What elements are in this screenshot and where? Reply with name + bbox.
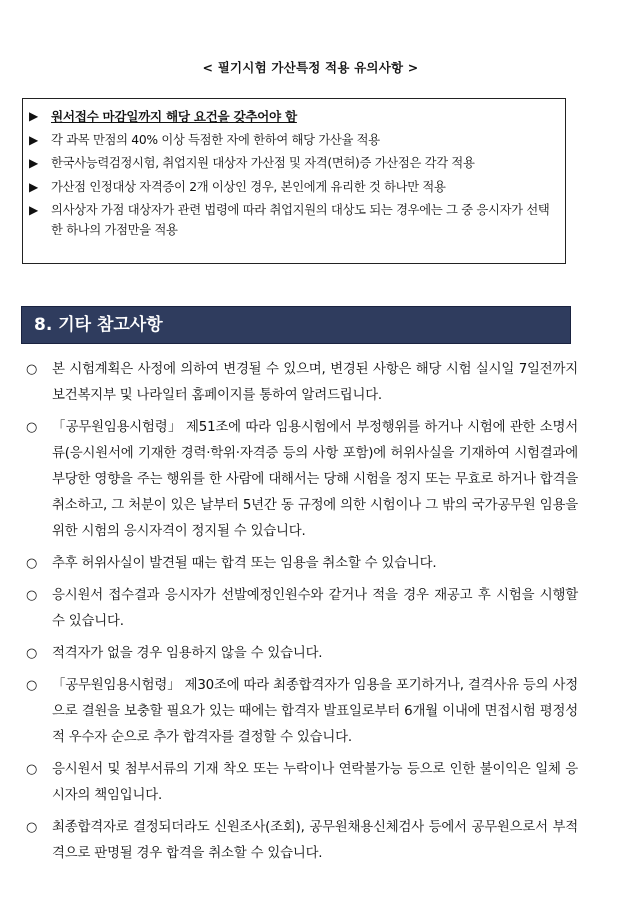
reference-item [26, 583, 578, 635]
notice-box [22, 98, 566, 264]
circle-bullet-icon: ○ [26, 820, 38, 835]
circle-bullet-icon: ○ [26, 646, 38, 661]
circle-bullet-icon: ○ [26, 762, 38, 777]
reference-item-text: 응시원서 접수결과 응시자가 선발예정인원수와 같거나 적을 경우 재공고 후 시험을 시행할 수 있습니다. [52, 588, 578, 629]
arrow-bullet-icon: ▶ [29, 132, 38, 147]
reference-item [26, 673, 578, 751]
arrow-bullet-icon: ▶ [29, 109, 38, 123]
reference-item-text: 「공무원임용시험령」 제51조에 따라 임용시험에서 부정행위를 하거나 시험에 관한 소명서류(응시원서에 기재한 경력·학위·자격증 등의 사항 포함)에 허위사실을 기재하여 시험결과에 부당한 영향을 주는 행위를 한 사람에 대해서는 당해 시험을 정지 또는 무효로 하거나 합격을 취소하고, 그 처분이 있은 날부터 5년간 동 규정에 의한 시험이나 그 밖의 국가공무원 임용을 위한 시험의 응시자격이 정지될 수 있습니다. [52, 420, 578, 539]
reference-item-text: 최종합격자로 결정되더라도 신원조사(조회), 공무원채용신체검사 등에서 공무원으로서 부적격으로 판명될 경우 합격을 취소할 수 있습니다. [52, 820, 578, 861]
notice-item-text: 각 과목 만점의 40% 이상 득점한 자에 한하여 해당 가산율 적용 [51, 132, 380, 147]
arrow-bullet-icon: ▶ [29, 156, 38, 170]
reference-item-text: 적격자가 없을 경우 임용하지 않을 수 있습니다. [52, 646, 323, 661]
reference-item [26, 641, 578, 667]
reference-item-text: 「공무원임용시험령」 제30조에 따라 최종합격자가 임용을 포기하거나, 결격사유 등의 사정으로 결원을 보충할 필요가 있는 때에는 합격자 발표일로부터 6개월 이내에 면접시험 평정성적 우수자 순으로 추가 합격자를 결정할 수 있습니다. [52, 678, 578, 745]
section-header: 8. 기타 참고사항 [21, 306, 571, 344]
circle-bullet-icon: ○ [26, 420, 38, 435]
notice-item [29, 201, 559, 240]
notice-title: < 필기시험 가산특정 적용 유의사항 > [202, 60, 419, 75]
notice-item [29, 131, 559, 151]
reference-item [26, 415, 578, 545]
reference-list [26, 357, 578, 873]
notice-item-text: 가산점 인정대상 자격증이 2개 이상인 경우, 본인에게 유리한 것 하나만 적용 [51, 179, 446, 194]
notice-item-text: 원서접수 마감일까지 해당 요건을 갖추어야 함 [51, 109, 297, 124]
reference-item [26, 551, 578, 577]
reference-item [26, 757, 578, 809]
circle-bullet-icon: ○ [26, 556, 38, 571]
arrow-bullet-icon: ▶ [29, 179, 38, 194]
notice-item [29, 154, 559, 174]
reference-item [26, 815, 578, 867]
notice-item [29, 107, 559, 127]
reference-item-text: 본 시험계획은 사정에 의하여 변경될 수 있으며, 변경된 사항은 해당 시험 실시일 7일전까지 보건복지부 및 나라일터 홈페이지를 통하여 알려드립니다. [52, 362, 578, 403]
circle-bullet-icon: ○ [26, 362, 38, 377]
reference-item-text: 응시원서 및 첨부서류의 기재 착오 또는 누락이나 연락불가능 등으로 인한 불이익은 일체 응시자의 책임입니다. [52, 762, 578, 803]
circle-bullet-icon: ○ [26, 678, 38, 693]
arrow-bullet-icon: ▶ [29, 203, 38, 217]
reference-item [26, 357, 578, 409]
reference-item-text: 추후 허위사실이 발견될 때는 합격 또는 임용을 취소할 수 있습니다. [52, 556, 437, 571]
circle-bullet-icon: ○ [26, 588, 38, 603]
notice-item-text: 의사상자 가점 대상자가 관련 법령에 따라 취업지원의 대상도 되는 경우에는 그 중 응시자가 선택한 하나의 가점만을 적용 [51, 203, 550, 237]
notice-item-text: 한국사능력검정시험, 취업지원 대상자 가산점 및 자격(면허)증 가산점은 각각 적용 [51, 156, 475, 170]
notice-item [29, 178, 559, 198]
